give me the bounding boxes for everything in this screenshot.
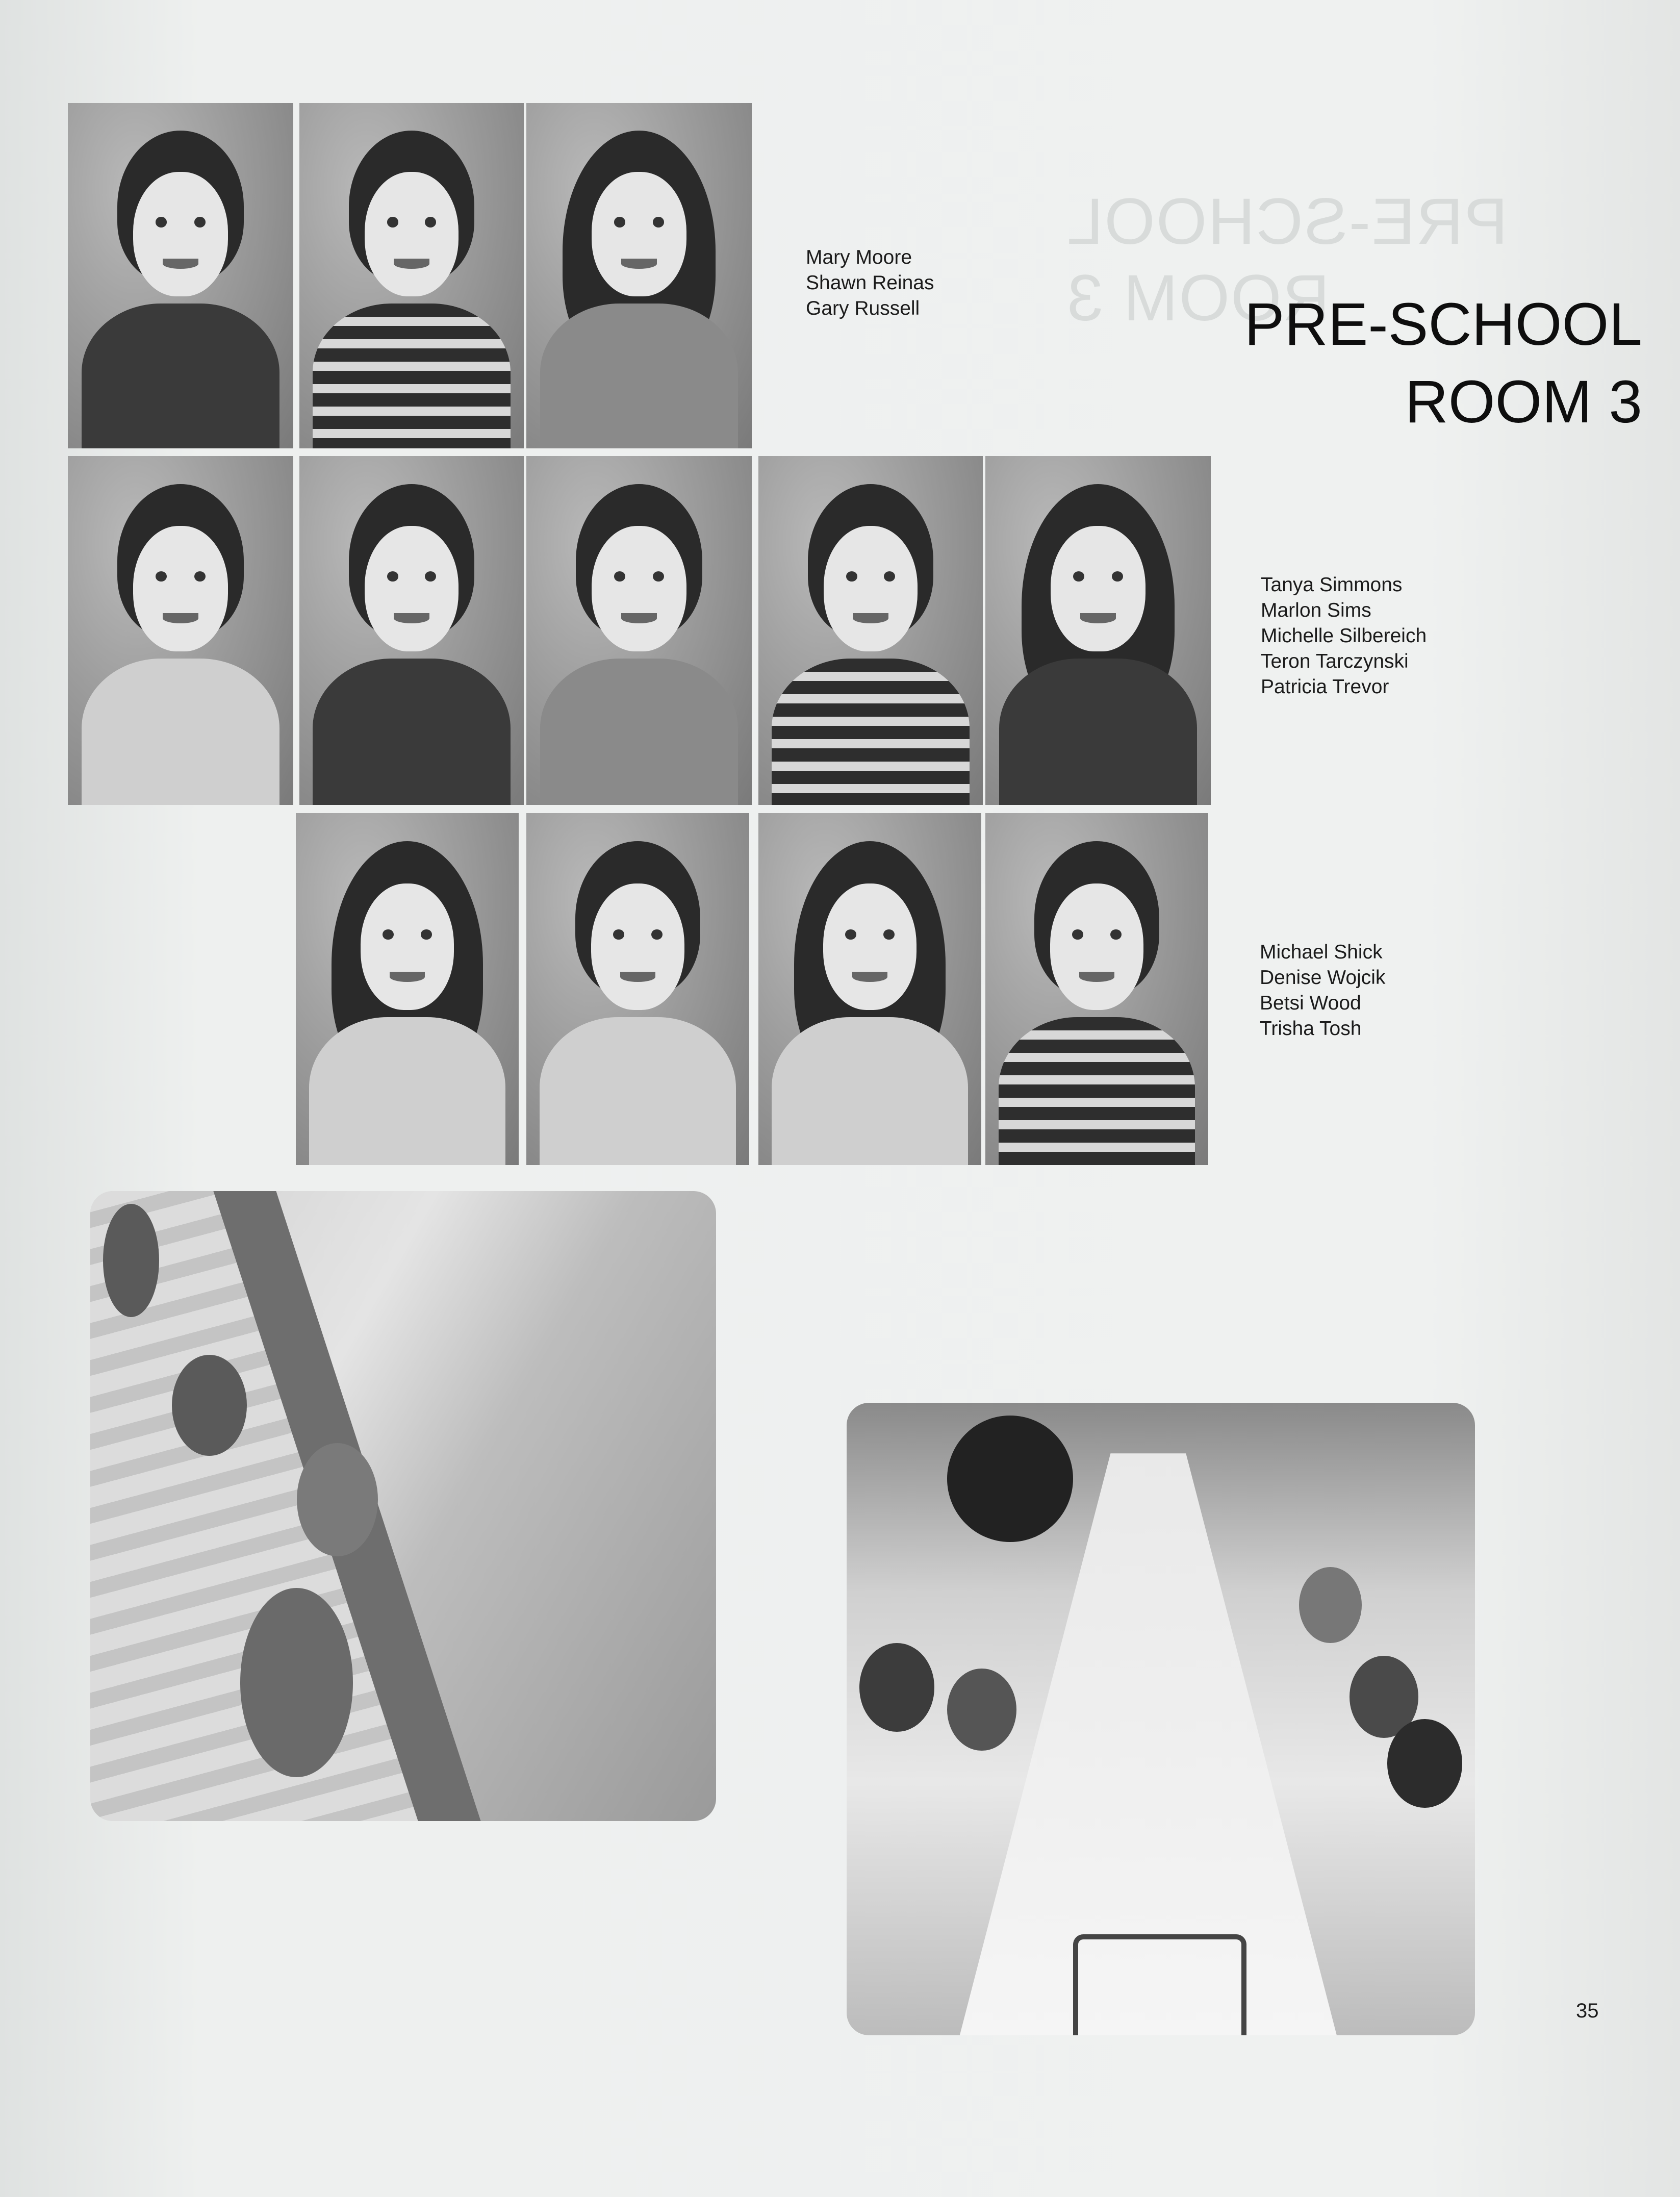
name-tanya-simmons: Tanya Simmons <box>1261 574 1403 596</box>
portrait-michael-shick <box>296 813 519 1165</box>
portrait-marlon-sims <box>299 456 524 805</box>
portrait-patricia-trevor <box>985 456 1211 805</box>
name-trisha-tosh: Trisha Tosh <box>1260 1018 1362 1040</box>
name-mary-moore: Mary Moore <box>806 246 912 268</box>
name-shawn-reinas: Shawn Reinas <box>806 272 934 294</box>
portrait-denise-wojcik <box>526 813 749 1165</box>
child-right-3 <box>1387 1719 1463 1808</box>
candid-photo-lunch <box>847 1403 1475 2035</box>
teacher-head <box>947 1416 1073 1542</box>
name-denise-wojcik: Denise Wojcik <box>1260 967 1386 989</box>
page-title <box>1163 286 1642 441</box>
portrait-shawn-reinas <box>299 103 524 448</box>
name-patricia-trevor: Patricia Trevor <box>1261 676 1389 698</box>
name-teron-tarczynski: Teron Tarczynski <box>1261 650 1409 672</box>
chair <box>1073 1934 1246 2035</box>
name-gary-russell: Gary Russell <box>806 297 920 319</box>
swimmer-2 <box>172 1355 247 1456</box>
swimmer-1 <box>103 1204 159 1317</box>
title-line-2: ROOM 3 <box>1405 368 1642 436</box>
swimmer-4 <box>240 1588 353 1777</box>
portrait-betsi-wood <box>758 813 981 1165</box>
name-michelle-silbereich: Michelle Silbereich <box>1261 625 1427 647</box>
caption-row-2 <box>1261 572 1427 700</box>
portrait-mary-moore <box>68 103 293 448</box>
name-betsi-wood: Betsi Wood <box>1260 992 1361 1014</box>
candid-photo-pool <box>90 1191 716 1821</box>
bleed-through-line-1: PRE-SCHOOL <box>1066 185 1508 258</box>
child-left-2 <box>947 1669 1016 1751</box>
name-michael-shick: Michael Shick <box>1260 941 1383 963</box>
portrait-teron-tarczynski <box>758 456 983 805</box>
title-line-1: PRE-SCHOOL <box>1244 291 1642 358</box>
child-left-1 <box>859 1643 935 1732</box>
child-right-1 <box>1299 1567 1362 1643</box>
caption-row-1 <box>806 245 934 321</box>
caption-row-3 <box>1260 940 1385 1042</box>
portrait-tanya-simmons <box>68 456 293 805</box>
portrait-gary-russell <box>526 103 752 448</box>
name-marlon-sims: Marlon Sims <box>1261 599 1371 621</box>
bleed-through-line-2: ROOM 3 <box>1066 262 1330 335</box>
page-number: 35 <box>1576 2000 1599 2022</box>
portrait-trisha-tosh <box>985 813 1208 1165</box>
portrait-michelle-silbereich <box>526 456 752 805</box>
swimmer-3 <box>297 1443 378 1556</box>
